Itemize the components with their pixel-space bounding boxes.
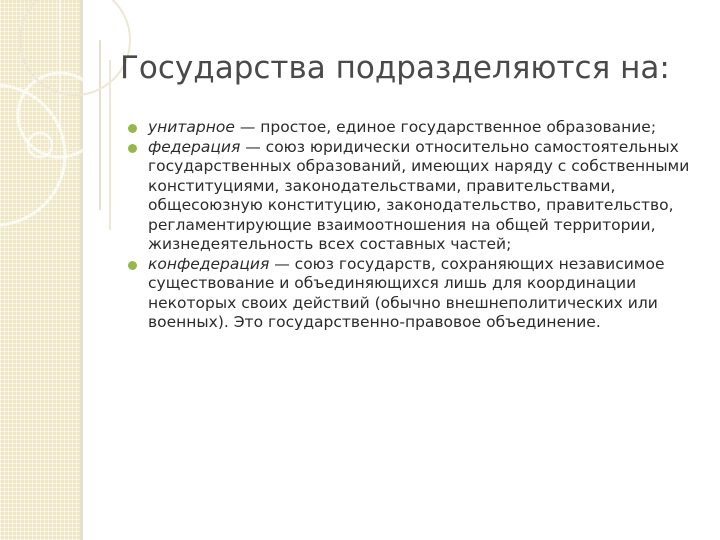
- list-item: [126, 255, 698, 333]
- item-text: — простое, единое государственное образование;: [234, 118, 657, 136]
- term-confederation: конфедерация: [148, 254, 270, 273]
- slide-title: Государства подразделяются на:: [120, 50, 670, 86]
- list-item: [126, 138, 698, 255]
- bullet-dot-icon: [128, 124, 137, 133]
- list-item: [126, 118, 698, 138]
- term-unitary: унитарное: [148, 118, 235, 136]
- term-federation: федерация: [148, 137, 241, 156]
- bullet-list: [126, 118, 698, 333]
- item-text: — союз государств, сохраняющих независимое существование и объединяющихся лишь для координации некоторых своих действий (обычно внешнеполитических или военных). Это государственно-правовое объединение.: [148, 254, 665, 331]
- item-text: — союз юридически относительно самостоятельных государственных образований, имеющих наряду с собственными конституциями, законодательствами, правительствами, общесоюзную конституцию, законодательство, правительство, регламентирующие взаимоотношения на общей территории, жизнедеятельность всех составных частей;: [148, 137, 690, 253]
- bullet-dot-icon: [128, 261, 137, 270]
- bullet-dot-icon: [128, 144, 137, 153]
